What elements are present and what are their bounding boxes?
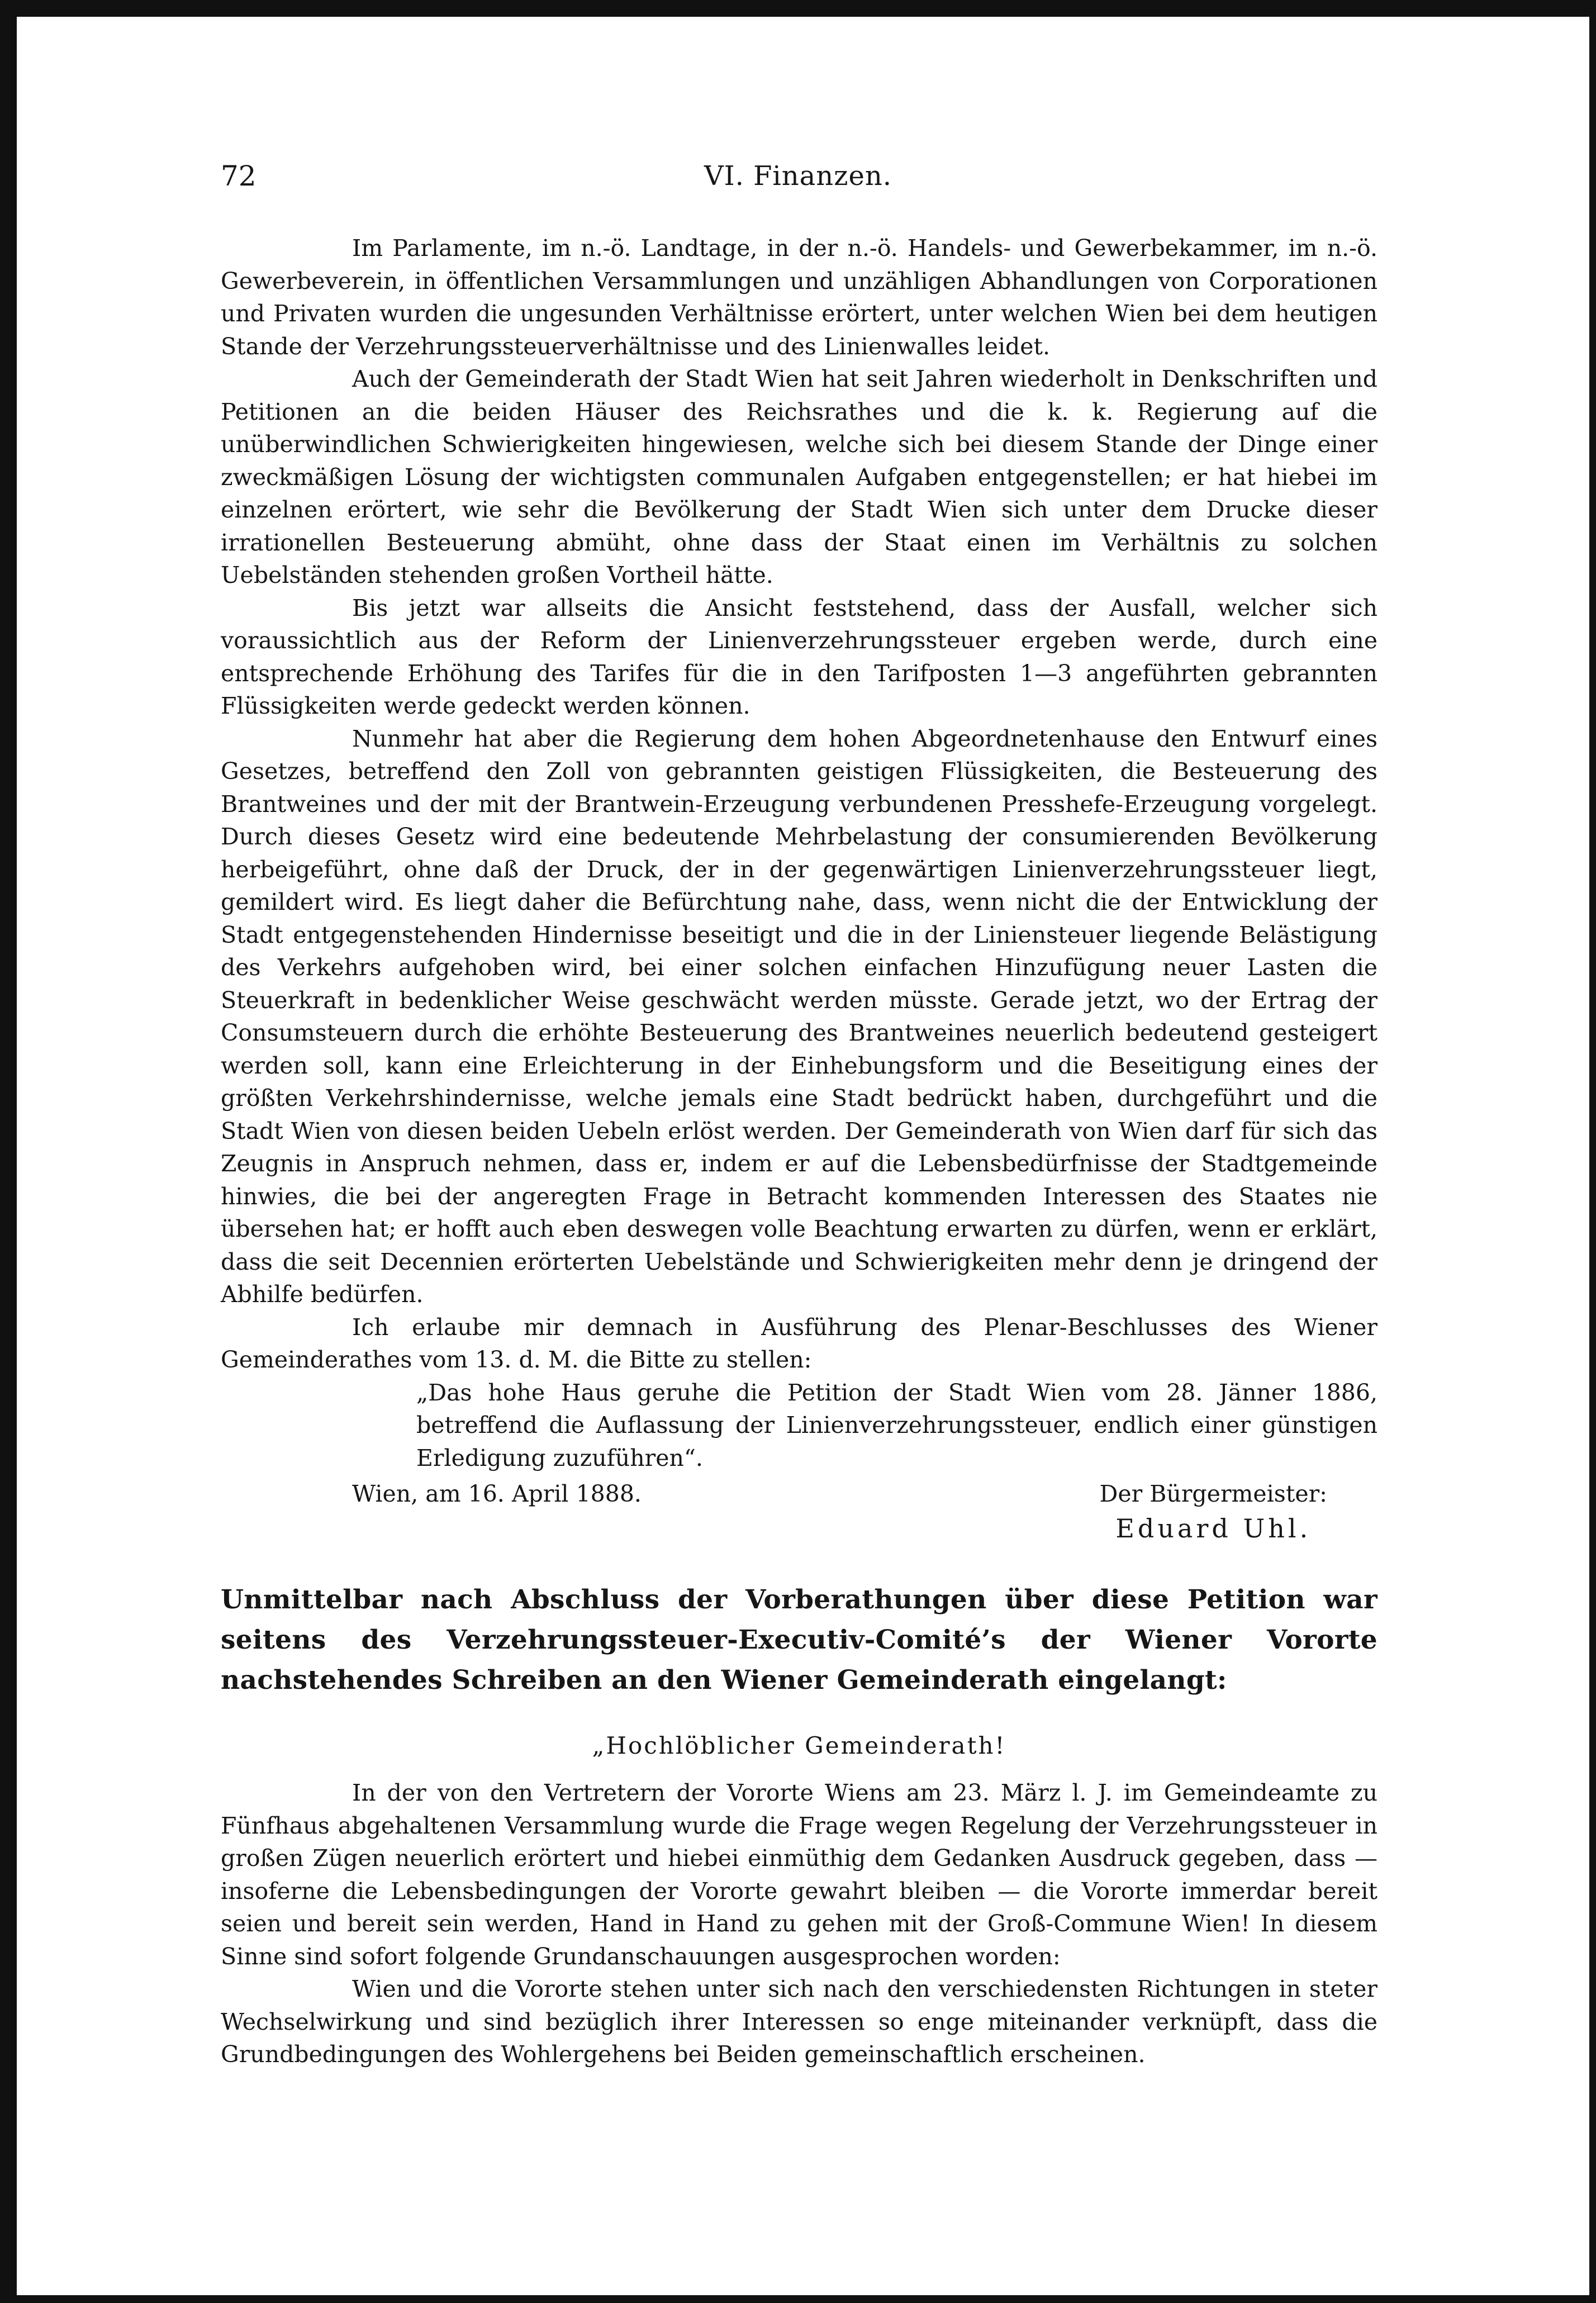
paragraph: Im Parlamente, im n.-ö. Landtage, in der n.-ö. Handels- und Gewerbekammer, im n.-ö. Gewerbeverein, in öffentlichen Versammlungen und unzähligen Abhandlungen von Corporationen und Privaten wurden die ungesunden Verhältnisse erörtert, unter welchen Wien bei dem heutigen Stande der Verzehrungssteuerverhältnisse und des Linienwalles leidet. — [221, 235, 1378, 360]
signature-name: Eduard Uhl. — [1115, 1513, 1312, 1544]
paragraph: Bis jetzt war allseits die Ansicht feststehend, dass der Ausfall, welcher sich voraussichtlich aus der Reform der Linienverzehrungssteuer ergeben werde, durch eine entsprechende Erhöhung des Tarifes für die in den Tarifposten 1—3 angeführten gebrannten Flüssigkeiten werde gedeckt werden können. — [221, 594, 1378, 719]
letter-paragraph: In der von den Vertretern der Vororte Wiens am 23. März l. J. im Gemeindeamte zu Fünfhaus abgehaltenen Versammlung wurde die Frage wegen Regelung der Verzehrungssteuer in großen Zügen neuerlich erörtert und hiebei einmüthig dem Gedanken Ausdruck gegeben, dass — insoferne die Lebensbedingungen der Vororte gewahrt bleiben — die Vororte immerdar bereit seien und bereit sein werden, Hand in Hand zu gehen mit der Groß-Commune Wien! In diesem Sinne sind sofort folgende Grundanschauungen ausgesprochen worden: — [221, 1779, 1378, 1970]
paragraph: Ich erlaube mir demnach in Ausführung des Plenar-Beschlusses des Wiener Gemeinderathes vom 13. d. M. die Bitte zu stellen: — [221, 1313, 1378, 1373]
paragraph: Nunmehr hat aber die Regierung dem hohen Abgeordnetenhause den Entwurf eines Gesetzes, betreffend den Zoll von gebrannten geistigen Flüssigkeiten, die Besteuerung des Brantweines und der mit der Brantwein-Erzeugung verbundenen Presshefe-Erzeugung vorgelegt. Durch dieses Gesetz wird eine bedeutende Mehrbelastung der consumierenden Bevölkerung herbeigeführt, ohne daß der Druck, der in der gegenwärtigen Linienverzehrungssteuer liegt, gemildert wird. Es liegt daher die Befürchtung nahe, dass, wenn nicht die der Entwicklung der Stadt entgegenstehenden Hindernisse beseitigt und die in der Liniensteuer liegende Belästigung des Verkehrs aufgehoben wird, bei einer solchen einfachen Hinzufügung neuer Lasten die Steuerkraft in bedenklicher Weise geschwächt werden müsste. Gerade jetzt, wo der Ertrag der Consumsteuern durch die erhöhte Besteuerung des Brantweines neuerlich bedeutend gesteigert werden soll, kann eine Erleichterung in der Einhebungsform und die Beseitigung eines der größten Verkehrshindernisse, welche jemals eine Stadt bedrückt haben, durchgeführt und die Stadt Wien von diesen beiden Uebeln erlöst werden. Der Gemeinderath von Wien darf für sich das Zeugnis in Anspruch nehmen, dass er, indem er auf die Lebensbedürfnisse der Stadtgemeinde hinwies, die bei der angeregten Frage in Betracht kommenden Interessen des Staates nie übersehen hat; er hofft auch eben deswegen volle Beachtung erwarten zu dürfen, wenn er erklärt, dass die seit Decennien erörterten Uebelstände und Schwierigkeiten mehr denn je dringend der Abhilfe bedürfen. — [221, 725, 1378, 1308]
section-intro: Unmittelbar nach Abschluss der Vorberathungen über diese Petition war seitens des Verzehrungssteuer-Executiv-Comité’s der Wiener Vororte nachstehendes Schreiben an den Wiener Gemeinderath eingelangt: — [221, 1584, 1378, 1696]
petition-quote: „Das hohe Haus geruhe die Petition der Stadt Wien vom 28. Jänner 1886, betreffend die Auflassung der Linienverzehrungssteuer, endlich einer günstigen Erledigung zuzuführen“. — [416, 1379, 1378, 1471]
paragraph: Auch der Gemeinderath der Stadt Wien hat seit Jahren wiederholt in Denkschriften und Petitionen an die beiden Häuser des Reichsrathes und die k. k. Regierung auf die unüberwindlichen Schwierigkeiten hingewiesen, welche sich bei diesem Stande der Dinge einer zweckmäßigen Lösung der wichtigsten communalen Aufgaben entgegenstellen; er hat hiebei im einzelnen erörtert, wie sehr die Bevölkerung der Stadt Wien sich unter dem Drucke dieser irrationellen Besteuerung abmüht, ohne dass der Staat einen im Verhältnis zu solchen Uebelständen stehenden großen Vortheil hätte. — [221, 365, 1378, 588]
running-head: VI. Finanzen. — [704, 160, 892, 192]
letter-paragraph: Wien und die Vororte stehen unter sich nach den verschiedensten Richtungen in steter Wechselwirkung und sind bezüglich ihrer Interessen so enge miteinander verknüpft, dass die Grundbedingungen des Wohlergehens bei Beiden gemeinschaftlich erscheinen. — [221, 1976, 1378, 2068]
closing-row — [221, 1478, 1378, 1546]
signature-block — [1100, 1478, 1378, 1546]
page-number: 72 — [221, 160, 256, 192]
body-text — [221, 232, 1378, 2071]
signature-title: Der Bürgermeister: — [1099, 1480, 1327, 1507]
salutation: „Hochlöblicher Gemeinderath! — [592, 1731, 1006, 1759]
place-date: Wien, am 16. April 1888. — [352, 1480, 642, 1507]
